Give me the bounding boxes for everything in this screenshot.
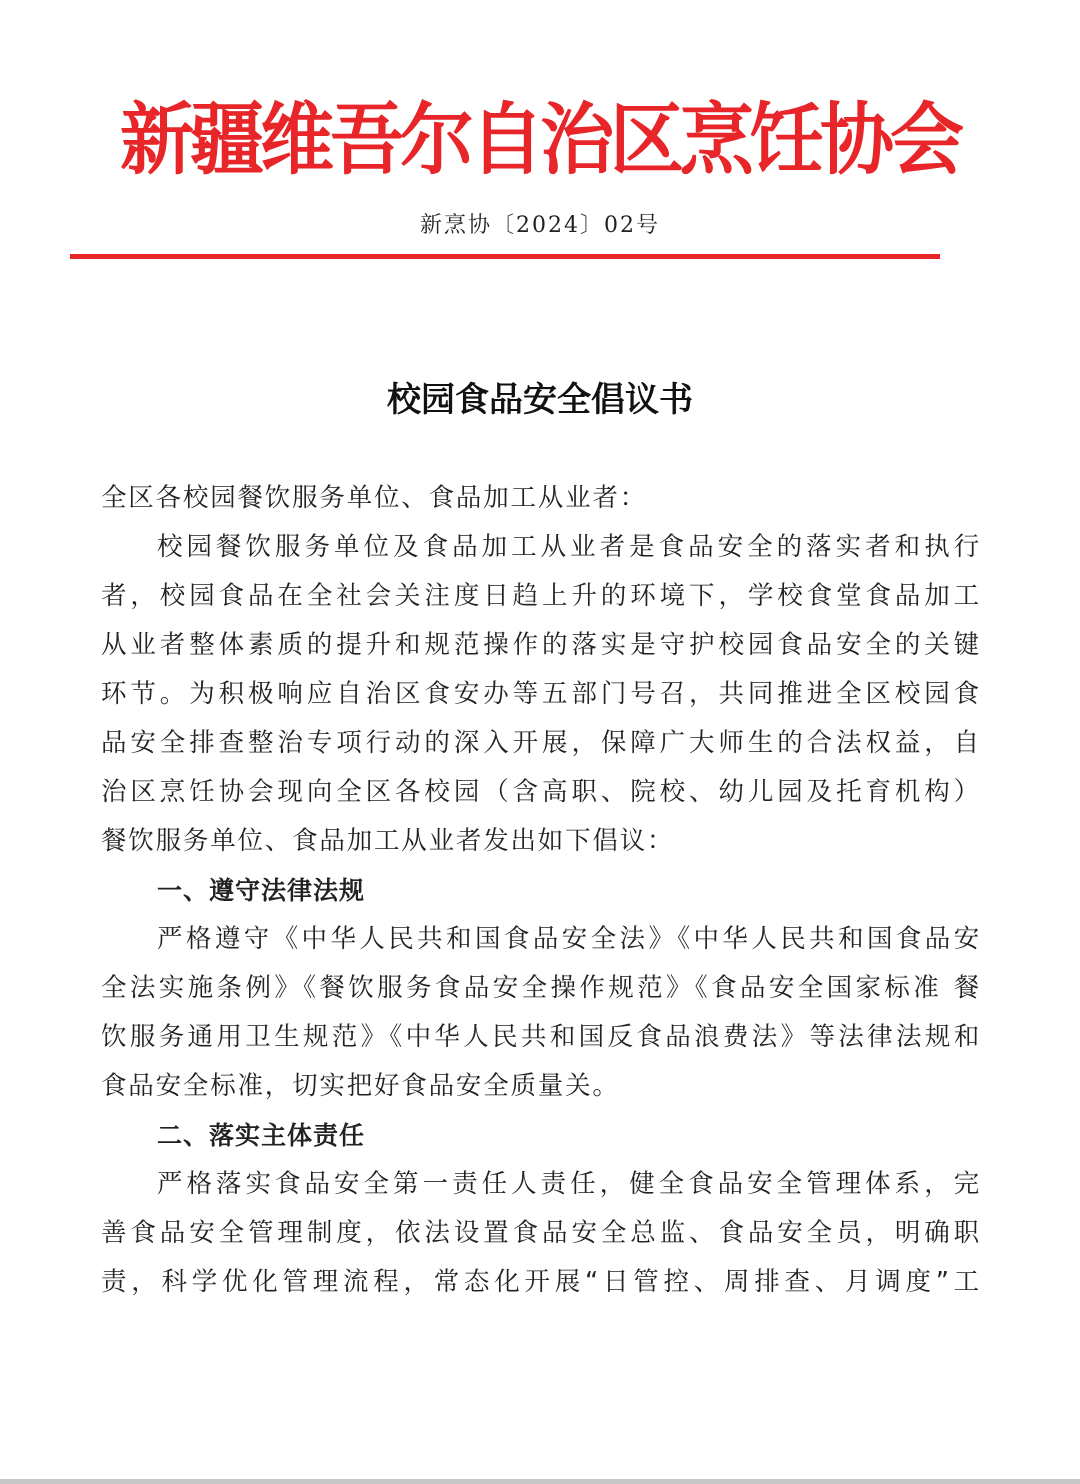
intro-line: 品安全排查整治专项行动的深入开展，保障广大师生的合法权益，自 xyxy=(101,728,981,758)
intro-line: 治区烹饪协会现向全区各校园（含高职、院校、幼儿园及托育机构） xyxy=(101,777,981,807)
intro-line: 餐饮服务单位、食品加工从业者发出如下倡议： xyxy=(101,826,675,856)
section-line: 食品安全标准，切实把好食品安全质量关。 xyxy=(101,1071,620,1101)
intro-line: 者，校园食品在全社会关注度日趋上升的环境下，学校食堂食品加工 xyxy=(101,581,981,611)
intro-line: 从业者整体素质的提升和规范操作的落实是守护校园食品安全的关键 xyxy=(101,630,981,660)
organization-title: 新疆维吾尔自治区烹饪协会 xyxy=(120,94,960,186)
document-title: 校园食品安全倡议书 xyxy=(387,380,693,420)
section-line: 严格落实食品安全第一责任人责任，健全食品安全管理体系，完 xyxy=(157,1169,981,1199)
section-line: 严格遵守《中华人民共和国食品安全法》《中华人民共和国食品安 xyxy=(157,924,981,954)
section-line: 责，科学优化管理流程，常态化开展“日管控、周排查、月调度”工 xyxy=(101,1267,981,1297)
section-line: 饮服务通用卫生规范》《中华人民共和国反食品浪费法》等法律法规和 xyxy=(101,1022,981,1052)
section-line: 全法实施条例》《餐饮服务食品安全操作规范》《食品安全国家标准 餐 xyxy=(101,973,981,1003)
page-bottom-edge xyxy=(0,1479,1080,1484)
intro-line: 校园餐饮服务单位及食品加工从业者是食品安全的落实者和执行 xyxy=(157,532,981,562)
document-number: 新烹协〔2024〕02号 xyxy=(420,213,660,238)
section-heading: 一、遵守法律法规 xyxy=(157,876,366,905)
salutation: 全区各校园餐饮服务单位、食品加工从业者： xyxy=(101,483,648,513)
red-divider xyxy=(70,254,940,259)
section-heading: 二、落实主体责任 xyxy=(157,1121,366,1150)
intro-line: 环节。为积极响应自治区食安办等五部门号召，共同推进全区校园食 xyxy=(101,679,981,709)
section-line: 善食品安全管理制度，依法设置食品安全总监、食品安全员，明确职 xyxy=(101,1218,981,1248)
document-body xyxy=(101,474,981,1307)
